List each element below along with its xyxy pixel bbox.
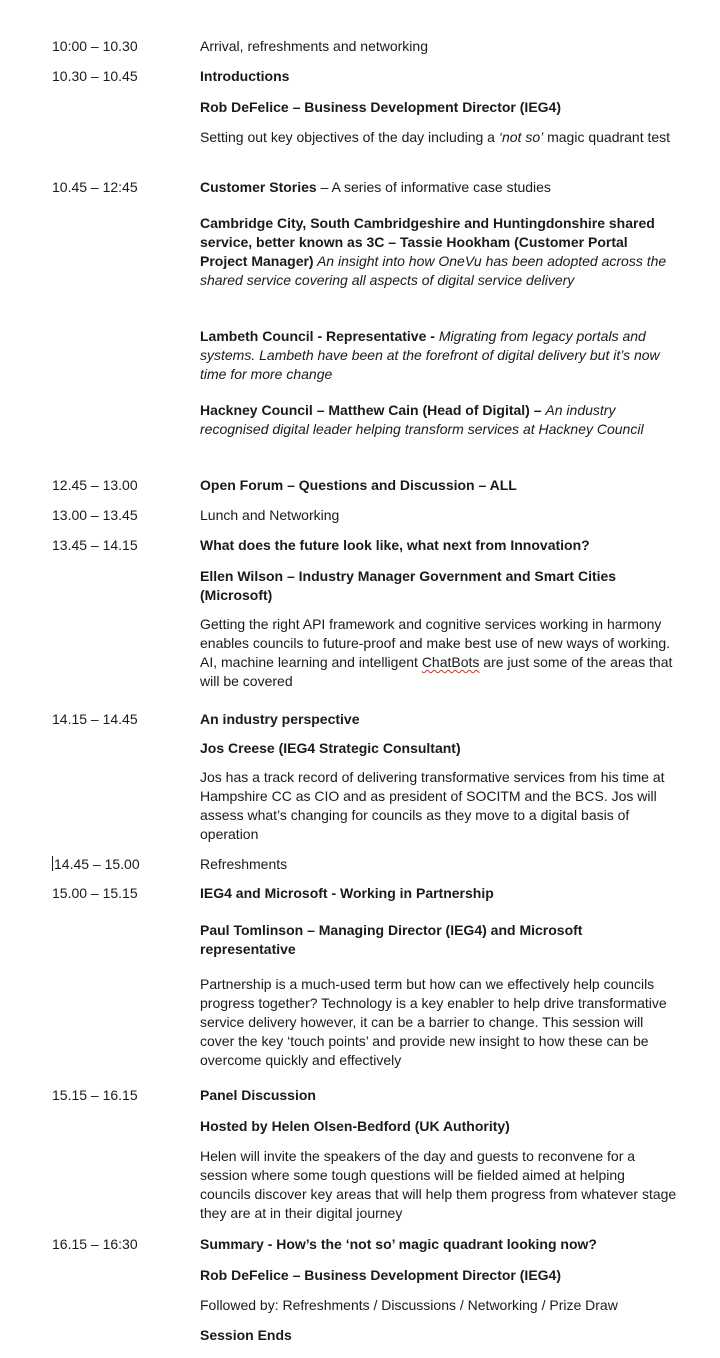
- time-slot: 16.15 – 16:30: [52, 1236, 138, 1252]
- case-study-title: Hackney Council – Matthew Cain (Head of Digital) –: [200, 402, 546, 418]
- session-title-bold: Customer Stories: [200, 179, 317, 195]
- time-slot-text: 14.45 – 15.00: [54, 856, 140, 872]
- description-text: magic quadrant test: [543, 129, 671, 145]
- time-slot: 12.45 – 13.00: [52, 477, 138, 493]
- session-title: Panel Discussion: [200, 1087, 316, 1103]
- session-title: Session Ends: [200, 1327, 292, 1343]
- speaker-title: Rob DeFelice – Business Development Director (IEG4): [200, 99, 561, 115]
- speaker-title: Paul Tomlinson – Managing Director (IEG4) and Microsoft representative: [200, 922, 583, 957]
- time-slot: 15.15 – 16.15: [52, 1087, 138, 1103]
- speaker-title: Hosted by Helen Olsen-Bedford (UK Authority): [200, 1118, 510, 1134]
- case-study-text: [200, 401, 678, 439]
- case-study-title: Cambridge City, South Cambridgeshire and Huntingdonshire shared service, better known as 3C – Tassie Hookham (Customer Portal Project Manager): [200, 215, 655, 269]
- session-title: An industry perspective: [200, 711, 360, 727]
- session-title-rest: – A series of informative case studies: [316, 179, 551, 195]
- description-text: Getting the right API framework and cognitive services working in harmony enables councils to future-proof and make best use of new ways of working. AI, machine learning and intelligent: [200, 616, 671, 670]
- time-slot: 14.15 – 14.45: [52, 711, 138, 727]
- time-slot: 13.45 – 14.15: [52, 537, 138, 553]
- case-study-text: [200, 214, 678, 290]
- session-title: Summary - How’s the ‘not so’ magic quadrant looking now?: [200, 1236, 597, 1252]
- time-slot: 10:00 – 10.30: [52, 38, 138, 54]
- case-study-summary: Migrating from legacy portals and systems. Lambeth have been at the forefront of digital delivery but it’s now time for more change: [200, 328, 660, 382]
- spellcheck-word: ChatBots: [421, 654, 480, 670]
- session-title: IEG4 and Microsoft - Working in Partnership: [200, 885, 494, 901]
- session-description: [200, 615, 678, 691]
- description-text: are just some of the areas that will be covered: [200, 654, 673, 689]
- case-study-summary: An industry recognised digital leader helping transform services at Hackney Council: [200, 402, 644, 437]
- session-text: Refreshments: [200, 856, 288, 872]
- session-title: What does the future look like, what next from Innovation?: [200, 537, 590, 553]
- speaker-title: Jos Creese (IEG4 Strategic Consultant): [200, 740, 461, 756]
- time-slot: [52, 855, 192, 874]
- session-description: Helen will invite the speakers of the day and guests to reconvene for a session where some tough questions will be fielded aimed at helping councils discover key areas that will help them progress from whatever stage they are at in their digital journey: [200, 1148, 677, 1221]
- time-slot: 10.30 – 10.45: [52, 68, 138, 84]
- session-title: [200, 178, 678, 197]
- description-text: Setting out key objectives of the day including a: [200, 129, 499, 145]
- time-slot: 13.00 – 13.45: [52, 507, 138, 523]
- session-description: [200, 128, 678, 147]
- case-study-summary: An insight into how OneVu has been adopted across the shared service covering all aspects of digital service delivery: [200, 253, 667, 288]
- case-study-title: Lambeth Council - Representative -: [200, 328, 439, 344]
- session-title: Introductions: [200, 68, 290, 84]
- session-text: Lunch and Networking: [200, 507, 340, 523]
- session-text: Followed by: Refreshments / Discussions / Networking / Prize Draw: [200, 1297, 618, 1313]
- case-study-text: [200, 327, 678, 384]
- session-description: Partnership is a much-used term but how can we effectively help councils progress together? Technology is a key enabler to help drive transformative service delivery however, it can be a barrier to change. This session will cover the key ‘touch points’ and provide new insight to how these can be overcome quickly and effectively: [200, 976, 667, 1068]
- speaker-title: Rob DeFelice – Business Development Director (IEG4): [200, 1267, 561, 1283]
- session-title: Open Forum – Questions and Discussion – ALL: [200, 477, 517, 493]
- time-slot: 15.00 – 15.15: [52, 885, 138, 901]
- time-slot: 10.45 – 12:45: [52, 179, 138, 195]
- speaker-title: Ellen Wilson – Industry Manager Government and Smart Cities (Microsoft): [200, 568, 617, 603]
- session-text: Arrival, refreshments and networking: [200, 38, 428, 54]
- session-description: Jos has a track record of delivering transformative services from his time at Hampshire CC as CIO and as president of SOCITM and the BCS. Jos will assess what’s changing for councils as they move to a digital basis of operation: [200, 769, 665, 842]
- description-emphasis: ‘not so’: [498, 129, 544, 145]
- text-cursor: [52, 856, 53, 871]
